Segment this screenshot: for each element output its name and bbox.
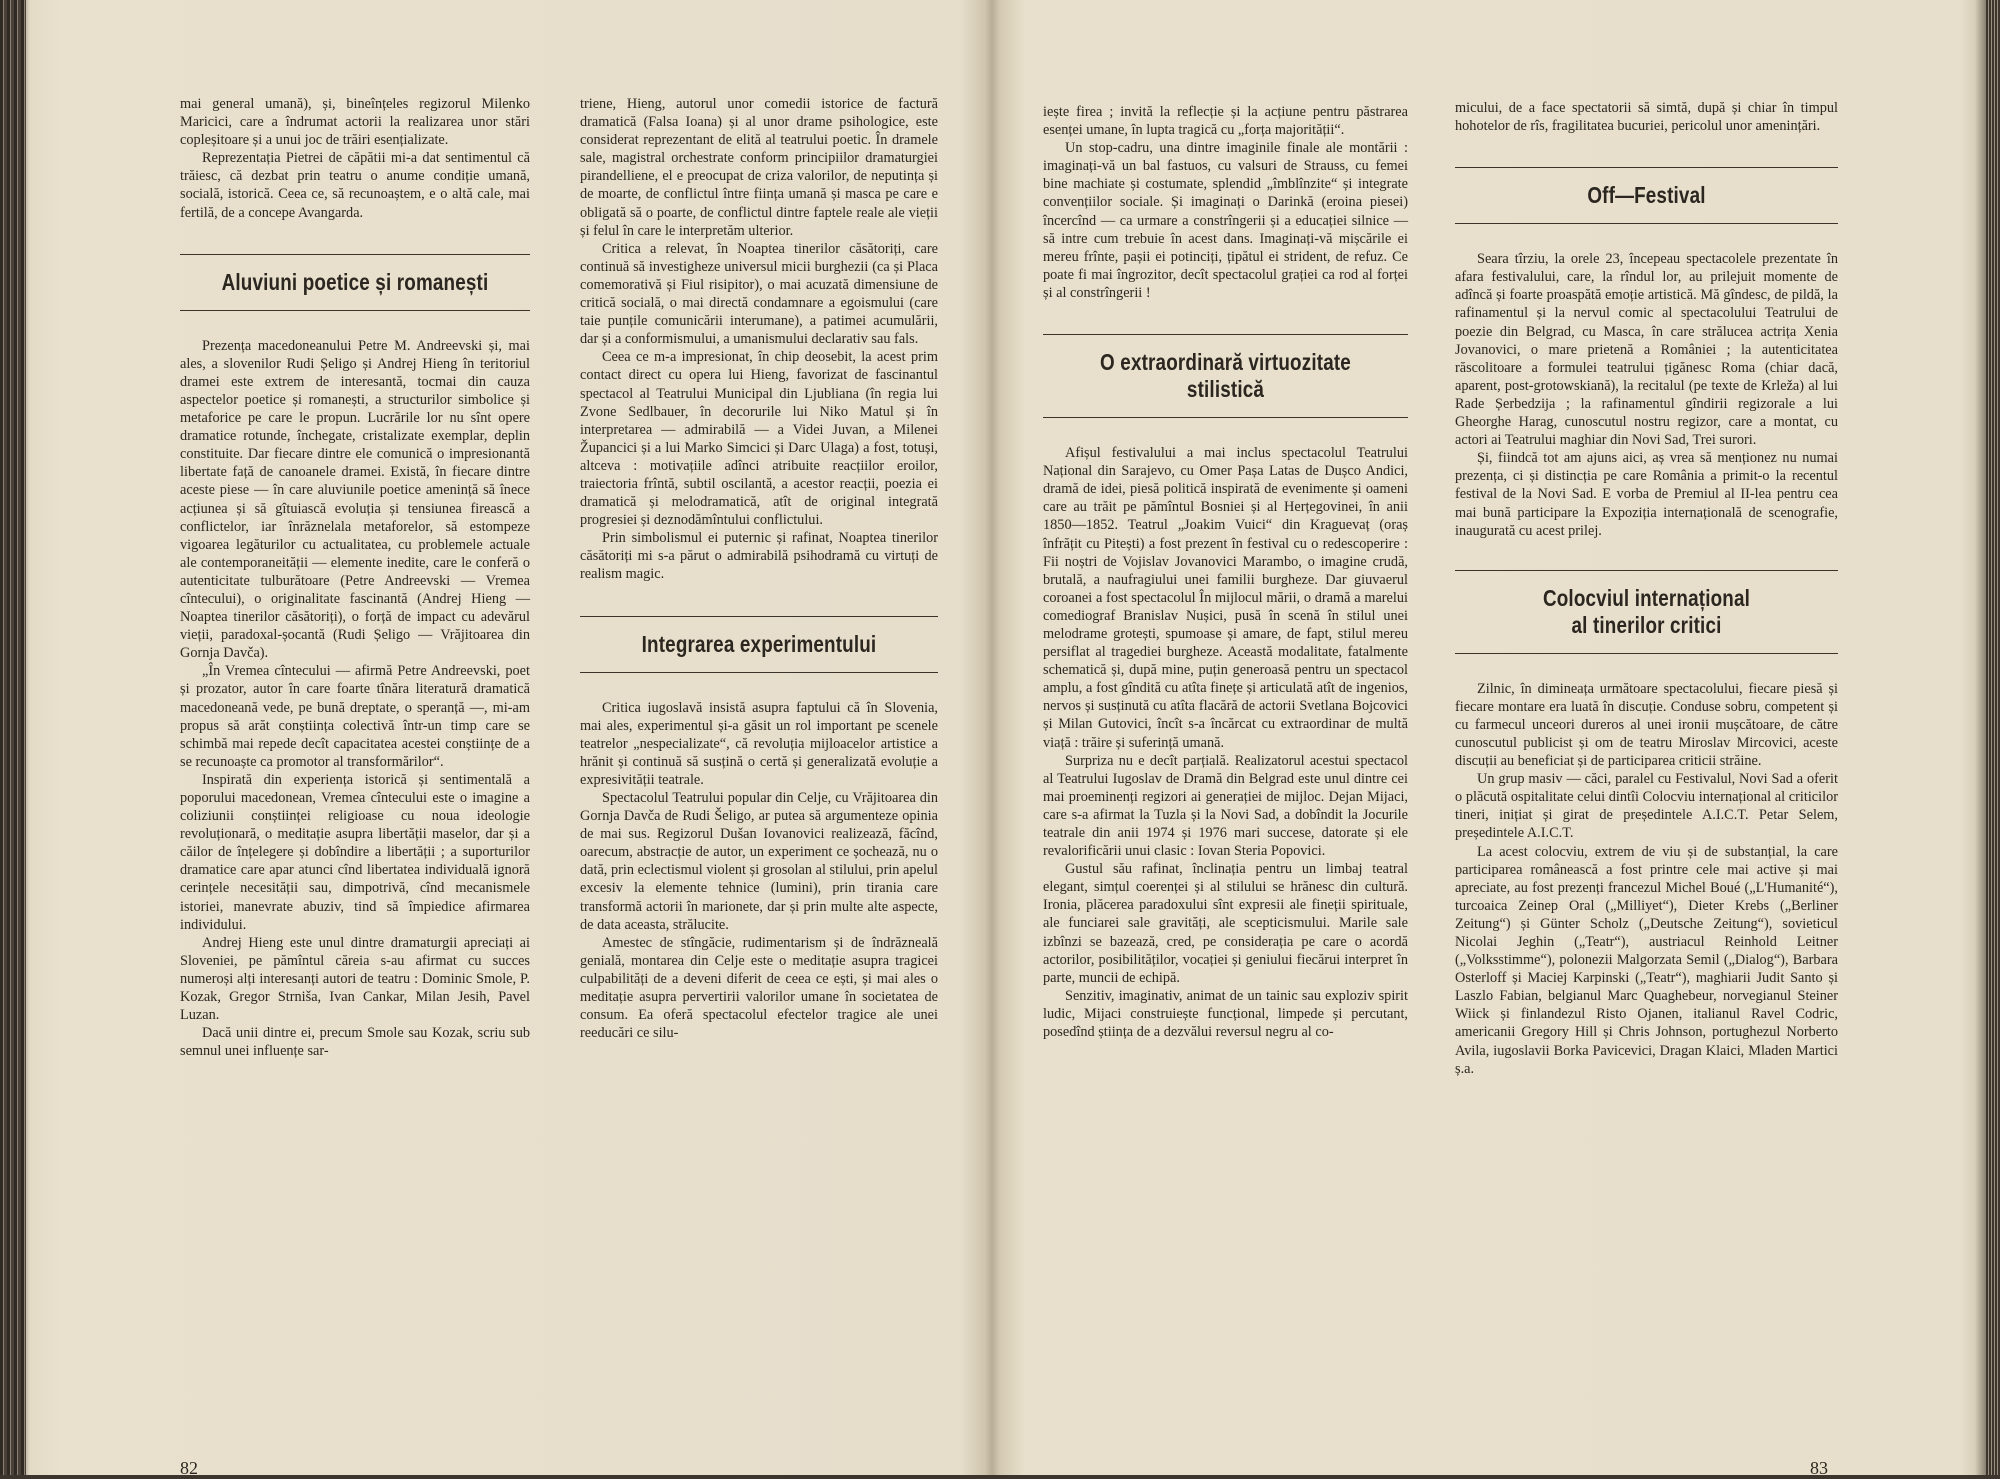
right-page-column-2 — [1455, 99, 1838, 1078]
book-binding-left — [0, 0, 26, 1475]
paragraph: iește firea ; invită la reflecție și la acțiune pentru păstrarea esenței umane, în lupta tragică cu „forța majorității“. — [1043, 104, 1408, 139]
left-page-column-2 — [580, 95, 938, 1042]
section-heading: Integrarea experimentului — [641, 630, 877, 657]
paragraph: micului, de a face spectatorii să simtă, după și chiar în timpul hohotelor de rîs, fragilitatea bucuriei, pericolul unor amenințări. — [1455, 100, 1838, 135]
paragraph: Un grup masiv — căci, paralel cu Festivalul, Novi Sad a oferit o plăcută ospitalitate celui dintîi Colocviu internațional al criticilor tineri, inițiat și girat de președintele A.I.C.T. Petar Selem, președintele A.I.C.T. — [1455, 771, 1838, 842]
paragraph: Ceea ce m-a impresionat, în chip deosebit, la acest prim contact direct cu opera lui Hieng, favorizat de fascinantul spectacol al Teatrului Municipal din Ljubliana (în regia lui Zvone Sedlbauer, în decorurile lui Niko Matul și în interpretarea — admirabilă — a Videi Juvan, a Milenei Župancici și a lui Marko Simcici și Darc Ulaga) a fost, totuși, altceva : motivațiile adînci atribuite reacțiilor eroilor, traiectoria frîntă, subtil oscilantă, a acestor reacții, poezia ei dramatică și melodramatică, atît de original integrată progresiei și deznodămîntului conflictului. — [580, 349, 938, 529]
paragraph: La acest colocviu, extrem de viu și de substanțial, la care participarea românească a fost printre cele mai active și mai apreciate, au fost prezenți francezul Michel Boué („L'Humanité“), turcoaica Zeinep Oral („Milliyet“), Dieter Krebs („Berliner Zeitung“) și Günter Scholz („Deutsche Zeitung“), sovieticul Nicolai Jeghin („Teatr“), austriacul Reinhold Leitner („Volksstimme“), polonezii Malgorzata Semil („Dialog“), Barbara Osterloff și Maciej Karpinski („Teatr“), maghiarii Judit Santo și Laszlo Fabian, belgianul Marc Quaghebeur, norvegianul Steiner Wiick și finlandezul Risto Ojanen, italianul Ravel Codric, americanii Gregory Hill și Chris Johnson, portughezul Norberto Avila, iugoslavii Borka Pavicevici, Dragan Klaici, Mladen Martici ș.a. — [1455, 843, 1838, 1077]
paragraph: „În Vremea cîntecului — afirmă Petre Andreevski, poet și prozator, autor în care foarte tînăra literatură dramatică macedoneană vede, pe bună dreptate, o speranță —, mi-am propus să arăt conștiința colectivă într-un timp care se schimbă mai repede decît capacitatea acestei conștiințe de a se recunoaște ca promotor al transformărilor“. — [180, 663, 530, 770]
section-heading: Off—Festival — [1587, 182, 1706, 209]
page-number: 83 — [1810, 1458, 1828, 1478]
paragraph: Dacă unii dintre ei, precum Smole sau Kozak, scriu sub semnul unei influențe sar- — [180, 1025, 530, 1060]
paragraph: Afișul festivalului a mai inclus spectacolul Teatrului Național din Sarajevo, cu Omer Pașa Latas de Dușco Andici, dramă de idei, piesă politică inspirată de evenimente și oameni care au trăit pe pămîntul Bosniei și al Herțegovinei, în anii 1850—1852. Teatrul „Joakim Vuici“ din Kraguevaț (oraș înfrățit cu Pitești) a fost prezent în festival cu o redescoperire : Fii noștri de Vojislav Jovanovici Marambo, o imagine crudă, brutală, a naufragiului unei familii burgheze. Dar giuvaerul coroanei a fost spectacolul În mijlocul mării, o dramă a marelui comediograf Branislav Nușici, pusă în scenă în stilul unei melodrame grotești, spumoase și amare, de fapt, stilul mereu persiflat al tragediei burgheze. Această modalitate, fatalmente schematică și, după mine, puțin generoasă pentru un spectacol amplu, a fost gîndită cu atîta finețe și articulată atît de ingenios, nervos și susținută cu atîta flacără de actorii Svetlana Bojcovici și Milan Gutovici, încît s-a încărcat cu extraordinar de multă viață : trăire și suferință umană. — [1043, 445, 1408, 751]
heading-line: Colocviul internațional — [1542, 584, 1751, 611]
paragraph: Amestec de stîngăcie, rudimentarism și de îndrăzneală genială, montarea din Celje este o meditație asupra tragicei culpabilități de a deveni diferit de ceea ce ești, și mai ales o meditație asupra pervertirii valorilor umane în societatea de consum. Ea oferă spectacolul efectelor tragice ale unei reeducări ce silu- — [580, 934, 938, 1042]
paragraph: Un stop-cadru, una dintre imaginile finale ale montării : imaginați-vă un bal fastuos, cu valsuri de Strauss, cu femei bine machiate și costumate, splendid „îmblînzite“ și integrate convențiilor sociale. Și imaginați o Darinkă (eroina piesei) încercînd — ca urmare a constrîngerii și a educației silnice — să intre cum trebuie în acest dans. Imaginați-vă mișcările ei mereu frînte, pașii ei potinciți, țipătul ei strident, de refuz. Ce poate fi mai îngrozitor, decît spectacolul grației ca rod al forței și al constrîngerii ! — [1043, 140, 1408, 301]
paragraph: Reprezentația Pietrei de căpătii mi-a dat sentimentul că trăiesc, că dezbat prin teatru o anume condiție umană, socială, istorică. Ceea ce, să recunoaștem, e o altă cale, mai fertilă, de a concepe Avangarda. — [180, 150, 530, 221]
heading-line: al tinerilor critici — [1571, 611, 1722, 638]
section-heading — [1489, 585, 1803, 639]
paragraph: Seara tîrziu, la orele 23, începeau spectacolele prezentate în afara festivalului, care, la rîndul lor, au prilejuit momente de adîncă și foarte proaspătă emoție artistică. Mă gîndesc, de pildă, la rafinamentul și la nervul comic al spectacolului Teatrului de poezie din Belgrad, cu Masca, în care strălucea actrița Xenia Jovanovici, o mare prietenă a României ; la autenticitatea răscolitoare a formulei teatrului țigănesc Roma (chiar dacă, aparent, post-grotowskiană), la recitalul (pe texte de Krleža) al lui Rade Șerbedzija ; la rafinamentul gîndirii regizorale a lui Gheorghe Harag, cunoscutul nostru regizor, care a montat, cu actori ai Teatrului maghiar din Novi Sad, Trei surori. — [1455, 251, 1838, 449]
paragraph: mai general umană), și, bineînțeles regizorul Milenko Maricici, care a îndrumat actorii la realizarea unor stări copleșitoare și a unui joc de trăiri esențializate. — [180, 96, 530, 149]
book-edge-right — [1986, 0, 2000, 1475]
paragraph: Senzitiv, imaginativ, animat de un tainic sau exploziv spirit ludic, Mijaci construiește funcțional, limpede și percutant, posedînd știința de a dezvălui reversul negru al co- — [1043, 987, 1408, 1041]
paragraph: Inspirată din experiența istorică și sentimentală a poporului macedonean, Vremea cîntecului este o imagine a coliziunii conștiinței religioase cu noua ideologie revoluționară, o meditație asupra libertății maselor, dar și a căilor de înțelegere și dobîndire a libertății ; a suporturilor dramatice care apar atunci cînd libertatea individuală ignoră cerințele necesității sau, dimpotrivă, cînd mecanismele istoriei, manevrate abuziv, tind să împiedice afirmarea individului. — [180, 771, 530, 933]
paragraph: triene, Hieng, autorul unor comedii istorice de factură dramatică (Falsa Ioana) și al unor drame psihologice, este considerat reprezentant de elită al teatrului poetic. În dramele sale, magistral orchestrate conform principiilor dramaturgiei pirandelliene, el e preocupat de criza valorilor, de neputința și de moarte, de conflictul între ființa umană și masca pe care e obligată să o poarte, de conflictul dintre faptele reale ale vieții și felul în care le interpretăm ulterior. — [580, 96, 938, 239]
paragraph: Prin simbolismul ei puternic și rafinat, Noaptea tinerilor căsătoriți mi s-a părut o admirabilă psihodramă cu virtuți de realism magic. — [580, 530, 938, 583]
paragraph: Gustul său rafinat, înclinația pentru un limbaj teatral elegant, simțul coerenței și al stilului se hrănesc din cultură. Ironia, plăcerea paradoxului sînt expresii ale fineții spirituale, ale funciarei sale gravități, ale scepticismului. Marile sale izbînzi se bazează, cred, pe considerația pe care o acordă actorilor, posibilităților, vocației și geniului fiecărui interpret în parte, muncii de echipă. — [1043, 861, 1408, 986]
paragraph: Spectacolul Teatrului popular din Celje, cu Vrăjitoarea din Gornja Davča de Rudi Šeligo, ar putea să argumenteze opinia de mai sus. Regizorul Dušan Iovanovici realizează, făcînd, oarecum, abstracție de autor, un experiment ce șochează, nu o dată, prin eclectismul violent și grosolan al stilului, prin apelul excesiv la elemente tehnice (lumini), prin tirania care transformă actorii în marionete, dar și prin multe alte aspecte, de data aceasta, strălucite. — [580, 790, 938, 933]
page-number: 82 — [180, 1458, 198, 1478]
paragraph: Surpriza nu e decît parțială. Realizatorul acestui spectacol al Teatrului Iugoslav de Dramă din Belgrad este unul dintre cei mai proeminenți regizori ai generației de mijloc. Dejan Mijaci, care s-a afirmat la Tuzla și la Novi Sad, a dobîndit la Jocurile teatrale din anii 1974 și 1976 mari succese, datorate și ele revalorificării unui clasic : Iovan Steria Popovici. — [1043, 752, 1408, 860]
section-heading: O extraordinară virtuozitate stilistică — [1100, 349, 1351, 403]
paragraph: Prezența macedoneanului Petre M. Andreevski și, mai ales, a slovenilor Rudi Șeligo și Andrej Hieng în teritoriul dramei este extrem de interesantă, tocmai din cauza aspectelor poetice și romanești, a structurilor simbolice și metaforice pe care le propun. Lucrările lor nu sînt opere dramatice rotunde, închegate, cristalizate exemplar, deplin constituite. Dar fiecare dintre ele comunică o impresionantă libertate față de canoanele dramei. Există, în fiecare dintre aceste piese — în care aluviunile poetice amenință să înece acțiunea și să gîtuiască evoluția și tensiunea firească a conflictelor, iar înrăznelala metaforelor, să estompeze vigoarea legăturilor cu actualitatea, cu problemele actuale ale contemporaneității — elemente inedite, care le conferă o autenticitate tulburătoare (Petre Andreevski — Vremea cîntecului), o originalitate fascinantă (Andrej Hieng — Noaptea tinerilor căsătoriți), o forță de impact cu adevărul vieții, paradoxal-șocantă (Rudi Șeligo — Vrăjitoarea din Gornja Davča). — [180, 337, 530, 662]
right-page-column-1 — [1043, 103, 1408, 1041]
paragraph: Critica iugoslavă insistă asupra faptului că în Slovenia, mai ales, experimentul și-a găsit un rol important pe scenele teatrelor „nespecializate“, că revoluția mijloacelor artistice a hrănit și continuă să susțină o certă și generalizată evoluție a expresivității teatrale. — [580, 699, 938, 788]
paragraph: Zilnic, în dimineața următoare spectacolului, fiecare piesă și fiecare montare era luată în discuție. Conduse sobru, competent și cu farmecul unceori dureros al unei ironii mușcătoare, de către cunoscutul publicist și om de teatru Miroslav Mircovici, aceste discuții au beneficiat și de participarea criticii străine. — [1455, 680, 1838, 770]
paragraph: Și, fiindcă tot am ajuns aici, aș vrea să menționez nu numai prezența, ci și distincția pe care România a primit-o la recentul festival de la Novi Sad. E vorba de Premiul al II-lea pentru cea mai bună participare la Expoziția internațională de scenografie, inaugurată cu acest prilej. — [1455, 450, 1838, 539]
paragraph: Critica a relevat, în Noaptea tinerilor căsătoriți, care continuă să investigheze universul micii burghezii (ca și Placa comemorativă și Fiul risipitor), o mai acuzată dimensiune de critică socială, o mai directă condamnare a egoismului (care taie punțile comunicării interumane), a patimei acumulării, dar și a conformismului, a umanismului declarativ sau fals. — [580, 240, 938, 348]
paragraph: Andrej Hieng este unul dintre dramaturgii apreciați ai Sloveniei, pe pămîntul căreia s-au afirmat cu succes numeroși alți interesanți autori de teatru : Dominic Smole, P. Kozak, Gregor Strniša, Ivan Cankar, Milan Jesih, Pavel Luzan. — [180, 934, 530, 1024]
left-page-column-1 — [180, 95, 530, 1060]
section-heading: Aluviuni poetice și romanești — [221, 268, 489, 295]
